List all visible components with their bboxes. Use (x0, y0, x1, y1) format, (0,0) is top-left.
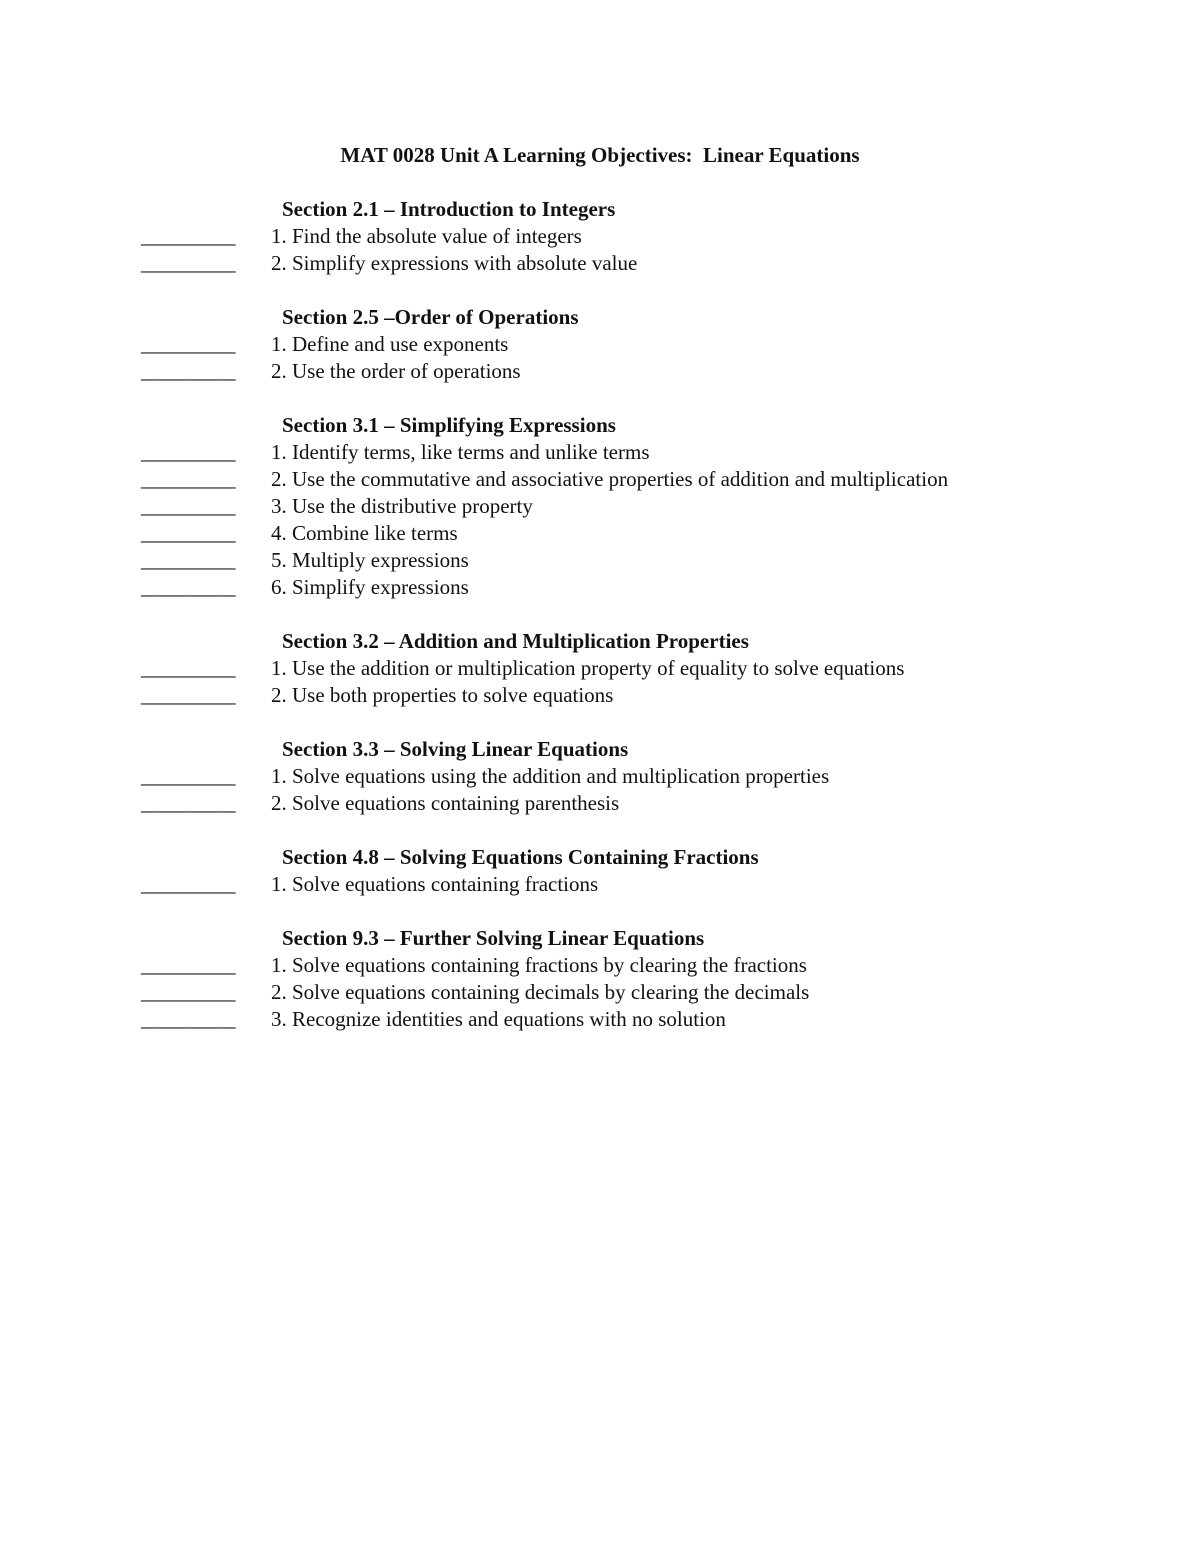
objective-row (0, 871, 1200, 898)
checkoff-blank: _________ (141, 359, 236, 383)
objective-row (0, 223, 1200, 250)
objective-text: 6. Simplify expressions (271, 575, 469, 599)
objective-text: 2. Use the order of operations (271, 359, 521, 383)
objective-text: 2. Use the commutative and associative properties of addition and multiplication (271, 467, 949, 491)
objective-text: 2. Use both properties to solve equations (271, 683, 614, 707)
checkoff-blank: _________ (141, 575, 236, 599)
checkoff-blank: _________ (141, 467, 236, 491)
checkoff-blank: _________ (141, 251, 236, 275)
checkoff-blank: _________ (141, 1007, 236, 1031)
section-block (0, 628, 1200, 709)
objective-row (0, 952, 1200, 979)
objective-text: 1. Solve equations containing fractions by clearing the fractions (271, 953, 807, 977)
checkoff-blank: _________ (141, 440, 236, 464)
objective-text: 4. Combine like terms (271, 521, 458, 545)
objective-row (0, 250, 1200, 277)
section-heading: Section 3.3 – Solving Linear Equations (282, 737, 629, 761)
objective-row (0, 358, 1200, 385)
section-heading: Section 2.5 –Order of Operations (282, 305, 579, 329)
section-heading: Section 2.1 – Introduction to Integers (282, 197, 616, 221)
checkoff-blank: _________ (141, 521, 236, 545)
objective-text: 1. Define and use exponents (271, 332, 509, 356)
objective-row (0, 763, 1200, 790)
section-heading: Section 3.1 – Simplifying Expressions (282, 413, 616, 437)
objective-row (0, 493, 1200, 520)
objective-row (0, 682, 1200, 709)
section-block (0, 844, 1200, 898)
section-block (0, 304, 1200, 385)
checkoff-blank: _________ (141, 548, 236, 572)
objective-row (0, 655, 1200, 682)
objective-row (0, 574, 1200, 601)
objective-row (0, 520, 1200, 547)
checkoff-blank: _________ (141, 953, 236, 977)
checkoff-blank: _________ (141, 224, 236, 248)
objective-text: 3. Recognize identities and equations with no solution (271, 1007, 726, 1031)
objective-row (0, 547, 1200, 574)
sections-list (0, 196, 1200, 1060)
objective-row (0, 331, 1200, 358)
page-title: MAT 0028 Unit A Learning Objectives: Linear Equations (340, 143, 860, 167)
objective-row (0, 790, 1200, 817)
objective-text: 1. Find the absolute value of integers (271, 224, 582, 248)
section-heading: Section 4.8 – Solving Equations Containing Fractions (282, 845, 759, 869)
section-block (0, 736, 1200, 817)
objective-text: 1. Identify terms, like terms and unlike terms (271, 440, 650, 464)
checkoff-blank: _________ (141, 764, 236, 788)
checkoff-blank: _________ (141, 656, 236, 680)
objective-text: 1. Solve equations using the addition and multiplication properties (271, 764, 830, 788)
objective-text: 2. Solve equations containing parenthesis (271, 791, 620, 815)
section-block (0, 412, 1200, 601)
section-block (0, 925, 1200, 1033)
section-heading: Section 9.3 – Further Solving Linear Equations (282, 926, 705, 950)
checkoff-blank: _________ (141, 332, 236, 356)
checkoff-blank: _________ (141, 791, 236, 815)
objective-text: 2. Simplify expressions with absolute value (271, 251, 638, 275)
objective-row (0, 1006, 1200, 1033)
checkoff-blank: _________ (141, 872, 236, 896)
objective-text: 1. Use the addition or multiplication property of equality to solve equations (271, 656, 905, 680)
checkoff-blank: _________ (141, 980, 236, 1004)
checkoff-blank: _________ (141, 683, 236, 707)
objective-text: 2. Solve equations containing decimals by clearing the decimals (271, 980, 810, 1004)
objective-row (0, 979, 1200, 1006)
objective-row (0, 439, 1200, 466)
objective-row (0, 466, 1200, 493)
objective-text: 3. Use the distributive property (271, 494, 533, 518)
objective-text: 1. Solve equations containing fractions (271, 872, 599, 896)
objective-text: 5. Multiply expressions (271, 548, 469, 572)
section-block (0, 196, 1200, 277)
section-heading: Section 3.2 – Addition and Multiplication Properties (282, 629, 749, 653)
checkoff-blank: _________ (141, 494, 236, 518)
